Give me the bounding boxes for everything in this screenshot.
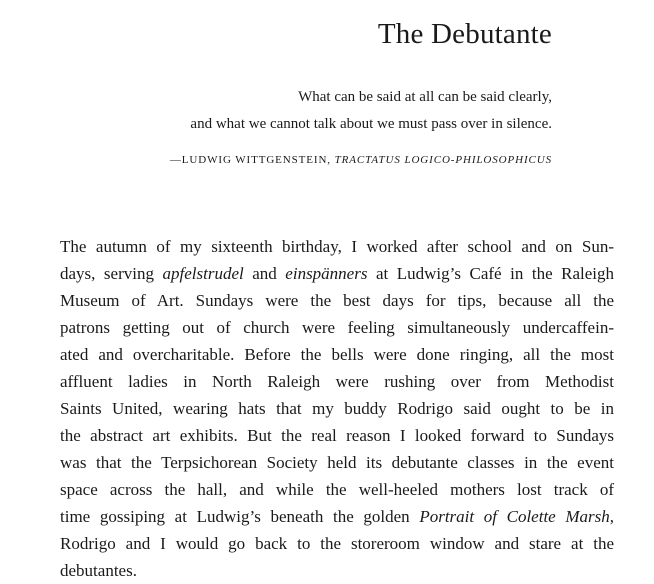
attribution-author: —LUDWIG WITTGENSTEIN, <box>169 154 331 166</box>
body-text: space across the hall, and while the well-heeled mothers lost track of <box>60 480 614 499</box>
body-text: Rodrigo and I would go back to the storeroom window and stare at the <box>60 534 614 553</box>
body-paragraph <box>60 233 614 584</box>
body-line <box>60 503 614 530</box>
body-line <box>60 449 614 476</box>
body-text: , <box>609 507 615 526</box>
body-text: Saints United, wearing hats that my buddy Rodrigo said ought to be in <box>60 399 614 418</box>
body-line <box>60 476 614 503</box>
body-text: Museum of Art. Sundays were the best days for tips, because all the <box>60 291 614 310</box>
body-text: debutantes. <box>60 561 137 580</box>
epigraph-line: What can be said at all can be said clearly, <box>298 89 552 105</box>
body-text: affluent ladies in North Raleigh were rushing over from Methodist <box>60 372 614 391</box>
body-line <box>60 287 614 314</box>
body-text: and <box>243 264 286 283</box>
body-text: at Ludwig’s Café in the Raleigh <box>367 264 615 283</box>
body-line <box>60 233 614 260</box>
body-text: The autumn of my sixteenth birthday, I worked after school and on Sun- <box>60 237 614 256</box>
epigraph-attribution <box>170 151 552 169</box>
body-text: ated and overcharitable. Before the bells were done ringing, all the most <box>60 345 614 364</box>
body-text: time gossiping at Ludwig’s beneath the golden <box>60 507 420 526</box>
body-line <box>60 422 614 449</box>
epigraph-line: and what we cannot talk about we must pass over in silence. <box>190 116 552 132</box>
body-line <box>60 260 614 287</box>
body-line <box>60 530 614 557</box>
italic-text: einspänners <box>285 264 368 283</box>
body-line <box>60 314 614 341</box>
italic-text: Portrait of Colette Marsh <box>419 507 610 526</box>
epigraph <box>32 84 552 138</box>
body-text: days, serving <box>60 264 163 283</box>
italic-text: apfelstrudel <box>162 264 244 283</box>
body-line <box>60 341 614 368</box>
body-text: was that the Terpsichorean Society held its debutante classes in the event <box>60 453 614 472</box>
body-text: the abstract art exhibits. But the real reason I looked forward to Sundays <box>60 426 614 445</box>
body-line <box>60 395 614 422</box>
attribution-work: TRACTATUS LOGICO-PHILOSOPHICUS <box>334 154 552 166</box>
body-text: patrons getting out of church were feeling simultaneously undercaffein- <box>60 318 614 337</box>
chapter-title: The Debutante <box>377 18 552 50</box>
body-line <box>60 368 614 395</box>
